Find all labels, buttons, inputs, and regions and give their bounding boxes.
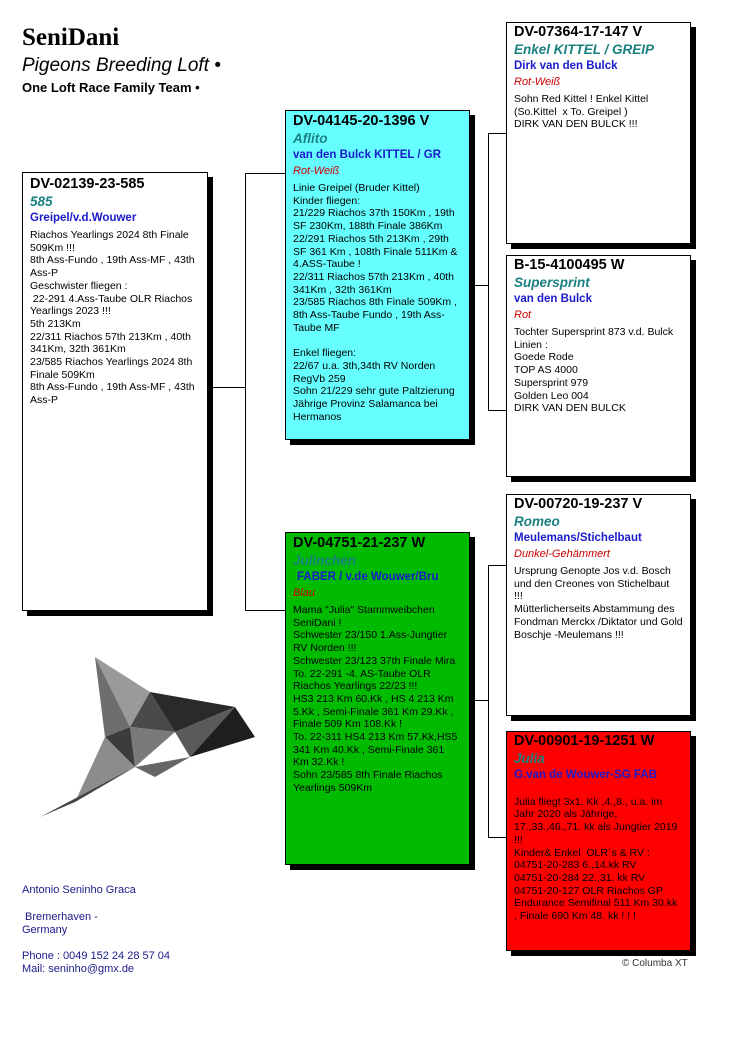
notes: Linie Greipel (Bruder Kittel) Kinder fliegen: 21/229 Riachos 37th 150Km , 19th SF 230Km, 188th Finale 386Km 22/291 Riachos 5th 213Km , 29th SF 361 Km , 108th Finale 511Km & 4.ASS-Taube ! 22/311 Riachos 57th 213Km , 40th 341Km , 32th 361Km 23/585 Riachos 8th Finale 509Km , 8th Ass-Taube Fundo , 19th Ass-Taube MF Enkel fliegen: 22/67 u.a. 3th,34th RV Norden RegVb 259 Sohn 21/229 sehr gute Paltzierung Jährige Provinz Salamanca bei Hermanos [293,182,458,423]
pigeon-name: Julia [514,751,545,766]
connector-line [245,173,285,174]
breeder: van den Bulck [514,293,592,305]
feather-color: Blau [293,587,316,599]
connector-line [245,610,285,611]
origami-bird-icon [35,652,260,832]
notes: Ursprung Genopte Jos v.d. Bosch und den Creones von Stichelbaut !!! Mütterlicherseits Abstammung des Fondman Merckx /Diktator und Gold Boschje -Meulemans !!! [514,565,683,641]
connector-line [488,133,506,134]
breeder: Greipel/v.d.Wouwer [30,212,137,224]
connector-line [245,173,246,610]
connector-line [488,565,489,837]
feather-color: Rot [514,309,532,321]
connector-line [488,410,506,411]
ring-number: DV-04145-20-1396 V [293,113,430,129]
breeder: van den Bulck KITTEL / GR [293,149,442,161]
loft-team: One Loft Race Family Team • [22,80,200,95]
notes: Tochter Supersprint 873 v.d. Bulck Linien : Goede Rode TOP AS 4000 Supersprint 979 Golden Leo 004 DIRK VAN DEN BULCK [514,326,674,415]
ring-number: B-15-4100495 W [514,257,625,273]
contact-city: Bremerhaven - [22,911,98,923]
feather-color: Dunkel-Gehämmert [514,548,610,560]
pigeon-name: Enkel KITTEL / GREIP [514,42,655,57]
pigeon-name: Aflito [293,131,328,146]
subject-card [22,172,208,611]
connector-line [488,565,506,566]
notes: Riachos Yearlings 2024 8th Finale 509Km !!! 8th Ass-Fundo , 19th Ass-MF , 43th Ass-P Geschwister fliegen : 22-291 4.Ass-Taube OLR Riachos Yearlings 2023 !!! 5th 213Km 22/311 Riachos 57th 213Km , 40th 341Km, 32th 361Km 23/585 Riachos Yearlings 2024 8th Finale 509Km 8th Ass-Fundo , 19th Ass-MF , 43th Ass-P [30,229,195,407]
feather-color: Rot-Weiß [293,165,340,177]
sire-card [285,110,470,440]
connector-line [470,285,488,286]
breeder: FABER / v.de Wouwer/Bru [297,571,439,583]
contact-country: Germany [22,924,68,936]
connector-line [488,133,489,410]
ring-number: DV-04751-21-237 W [293,535,426,551]
notes: Julia fliegt 3x1. Kk ,4.,8., u.a. im Jahr 2020 als Jährige, 17.,33.,46.,71. kk als Jungtier 2019 !!! Kinder& Enkel OLR´s & RV : 04751-20-283 6.,14.kk RV 04751-20-284 22.,31. kk RV 04751-20-127 OLR Riachos GP Endurance Semifinal 511 Km 30.kk , Finale 690 Km 48. kk ! ! ! [514,795,678,923]
notes: Sohn Red Kittel ! Enkel Kittel (So.Kittel x To. Greipel ) DIRK VAN DEN BULCK !!! [514,93,649,131]
ring-number: DV-02139-23-585 [30,176,145,192]
dam-sire-card [506,494,691,716]
contact-name: Antonio Seninho Graca [22,884,136,896]
breeder: G.van de Wouwer-SG FAB [514,769,657,781]
pigeon-name: Romeo [514,514,560,529]
pigeon-name: 585 [30,194,53,209]
dam-dam-card [506,731,691,951]
connector-line [488,837,506,838]
sire-sire-card [506,22,691,244]
feather-color: Rot-Weiß [514,76,561,88]
pigeon-name: Supersprint [514,275,590,290]
connector-line [470,700,488,701]
pigeon-name: Julinchen [293,553,357,568]
connector-line [208,387,245,388]
contact-mail[interactable]: Mail: seninho@gmx.de [22,963,135,975]
breeder: Dirk van den Bulck [514,60,618,72]
sire-dam-card [506,255,691,477]
ring-number: DV-00901-19-1251 W [514,733,655,749]
dam-card [285,532,470,865]
ring-number: DV-07364-17-147 V [514,24,643,40]
loft-subtitle: Pigeons Breeding Loft • [22,55,221,76]
ring-number: DV-00720-19-237 V [514,496,643,512]
breeder: Meulemans/Stichelbaut [514,532,642,544]
contact-phone: Phone : 0049 152 24 28 57 04 [22,950,171,962]
loft-title: SeniDani [22,24,120,51]
notes: Mama "Julia" Stammweibchen SeniDani ! Schwester 23/150 1.Ass-Jungtier RV Norden !!! Schwester 23/123 37th Finale Mira To. 22-291 -4. AS-Taube OLR Riachos Yearlings 22/23 !!! HS3 213 Km 60.Kk , HS 4 213 Km 5.Kk , Semi-Finale 361 Km 29.Kk , Finale 509 Km 108.Kk ! To. 22-311 HS4 213 Km 57.Kk,HS5 341 Km 40.Kk , Semi-Finale 361 Km 32.Kk ! Sohn 23/585 8th Finale Riachos Yearlings 509Km [293,604,458,794]
copyright: © Columba XT [622,958,688,969]
